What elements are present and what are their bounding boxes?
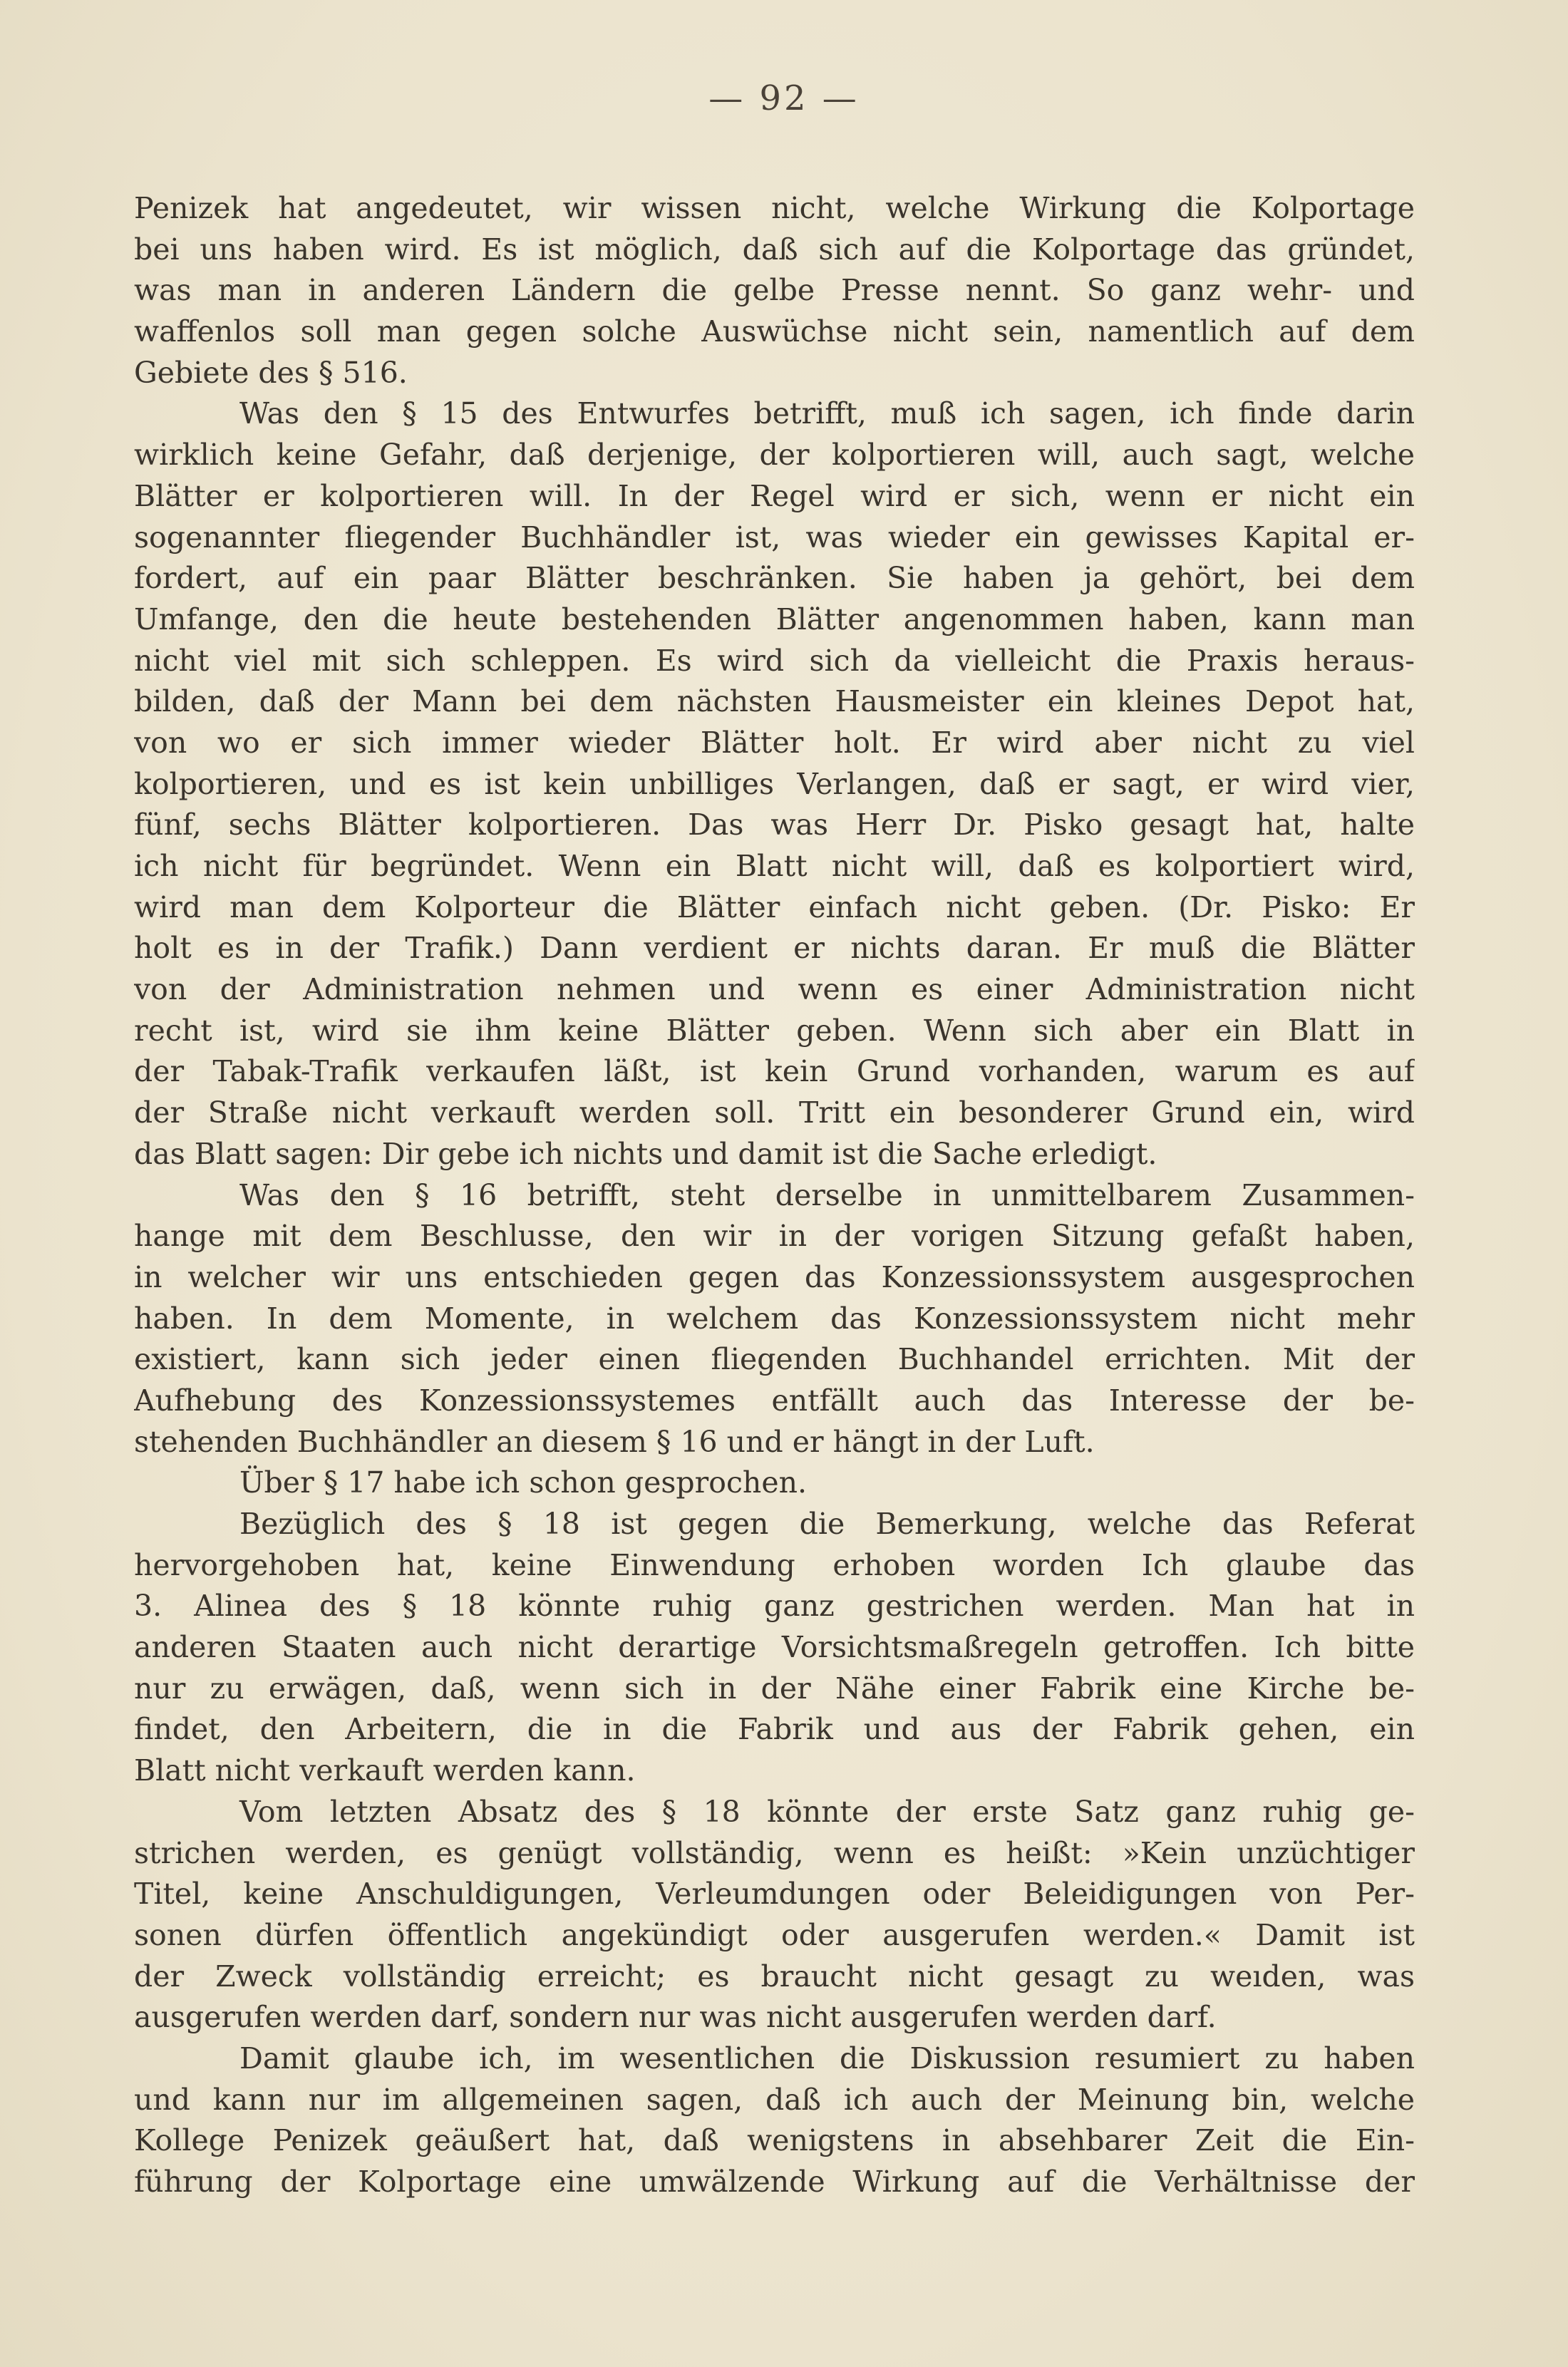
text-line: Penizek hat angedeutet, wir wissen nicht, welche Wirkung die Kolportage — [134, 191, 1415, 225]
text-line: ich nicht für begründet. Wenn ein Blatt nicht will, daß es kolportiert wird, — [134, 849, 1415, 883]
text-line: haben. In dem Momente, in welchem das Konzessionssystem nicht mehr — [134, 1301, 1415, 1336]
text-line: hervorgehoben hat, keine Einwendung erhoben worden Ich glaube das — [134, 1547, 1415, 1582]
text-line: Kollege Penizek geäußert hat, daß wenigstens in absehbarer Zeit die Ein- — [134, 2123, 1415, 2158]
text-line: ausgerufen werden darf, sondern nur was nicht ausgerufen werden darf. — [134, 2000, 1217, 2035]
text-line: strichen werden, es genügt vollständig, wenn es heißt: »Kein unzüchtiger — [134, 1835, 1415, 1870]
text-line: wird man dem Kolporteur die Blätter einfach nicht geben. (Dr. Pisko: Er — [134, 889, 1415, 924]
text-line: fünf, sechs Blätter kolportieren. Das was Herr Dr. Pisko gesagt hat, halte — [134, 808, 1415, 842]
text-line: wirklich keine Gefahr, daß derjenige, der kolportieren will, auch sagt, welche — [134, 438, 1415, 473]
text-line: 3. Alinea des § 18 könnte ruhig ganz gestrichen werden. Man hat in — [134, 1589, 1415, 1624]
text-line: findet, den Arbeitern, die in die Fabrik und aus der Fabrik gehen, ein — [134, 1712, 1415, 1747]
text-line: kolportieren, und es ist kein unbilliges Verlangen, daß er sagt, er wird vier, — [134, 766, 1415, 801]
text-line: Damit glaube ich, im wesentlichen die Diskussion resumiert zu haben — [239, 2041, 1415, 2075]
body-text — [134, 188, 1415, 2203]
text-line: Blätter er kolportieren will. In der Regel wird er sich, wenn er nicht ein — [134, 478, 1415, 513]
text-line: nicht viel mit sich schleppen. Es wird sich da vielleicht die Praxis heraus- — [134, 643, 1415, 678]
text-line: existiert, kann sich jeder einen fliegenden Buchhandel errichten. Mit der — [134, 1342, 1415, 1377]
page-number: — 92 — — [708, 78, 860, 118]
text-line: Über § 17 habe ich schon gesprochen. — [239, 1465, 808, 1500]
text-line: der Zweck vollständig erreicht; es braucht nicht gesagt zu weıden, was — [134, 1959, 1415, 1994]
text-line: anderen Staaten auch nicht derartige Vorsichtsmaßregeln getroffen. Ich bitte — [134, 1630, 1415, 1665]
text-line: führung der Kolportage eine umwälzende Wirkung auf die Verhältnisse der — [134, 2165, 1415, 2199]
text-line: in welcher wir uns entschieden gegen das Konzessionssystem ausgesprochen — [134, 1259, 1415, 1294]
text-line: Vom letzten Absatz des § 18 könnte der erste Satz ganz ruhig ge- — [239, 1794, 1415, 1829]
text-line: bilden, daß der Mann bei dem nächsten Hausmeister ein kleines Depot hat, — [134, 684, 1415, 719]
text-line: von der Administration nehmen und wenn es einer Administration nicht — [134, 972, 1415, 1007]
text-line: Was den § 16 betrifft, steht derselbe in unmittelbarem Zusammen- — [239, 1177, 1415, 1212]
text-line: hange mit dem Beschlusse, den wir in der vorigen Sitzung gefaßt haben, — [134, 1219, 1415, 1254]
text-line: Was den § 15 des Entwurfes betrifft, muß ich sagen, ich finde darin — [239, 396, 1415, 431]
text-line: nur zu erwägen, daß, wenn sich in der Nähe einer Fabrik eine Kirche be- — [134, 1671, 1415, 1706]
text-line: der Tabak-Trafik verkaufen läßt, ist kein Grund vorhanden, warum es auf — [134, 1054, 1415, 1089]
text-line: holt es in der Trafik.) Dann verdient er nichts daran. Er muß die Blätter — [134, 931, 1415, 966]
text-line: Titel, keine Anschuldigungen, Verleumdungen oder Beleidigungen von Per- — [134, 1877, 1415, 1912]
text-line: Gebiete des § 516. — [134, 355, 408, 390]
text-line: von wo er sich immer wieder Blätter holt. Er wird aber nicht zu viel — [134, 725, 1415, 760]
text-line: das Blatt sagen: Dir gebe ich nichts und damit ist die Sache erledigt. — [134, 1136, 1157, 1171]
text-line: sogenannter fliegender Buchhändler ist, was wieder ein gewisses Kapital er- — [134, 520, 1415, 555]
text-line: Aufhebung des Konzessionssystemes entfällt auch das Interesse der be- — [134, 1383, 1415, 1418]
text-line: recht ist, wird sie ihm keine Blätter geben. Wenn sich aber ein Blatt in — [134, 1013, 1415, 1048]
text-line: Blatt nicht verkauft werden kann. — [134, 1753, 636, 1788]
text-line: sonen dürfen öffentlich angekündigt oder ausgerufen werden.« Damit ist — [134, 1917, 1415, 1952]
text-line: und kann nur im allgemeinen sagen, daß ich auch der Meinung bin, welche — [134, 2082, 1415, 2117]
text-line: bei uns haben wird. Es ist möglich, daß sich auf die Kolportage das gründet, — [134, 232, 1415, 267]
text-line: Bezüglich des § 18 ist gegen die Bemerkung, welche das Referat — [239, 1507, 1415, 1541]
text-line: der Straße nicht verkauft werden soll. Tritt ein besonderer Grund ein, wird — [134, 1095, 1415, 1130]
text-line: stehenden Buchhändler an diesem § 16 und er hängt in der Luft. — [134, 1424, 1095, 1459]
text-line: was man in anderen Ländern die gelbe Presse nennt. So ganz wehr- und — [134, 273, 1415, 308]
text-line: Umfange, den die heute bestehenden Blätter angenommen haben, kann man — [134, 602, 1415, 636]
text-line: fordert, auf ein paar Blätter beschränken. Sie haben ja gehört, bei dem — [134, 561, 1415, 596]
text-line: waffenlos soll man gegen solche Auswüchse nicht sein, namentlich auf dem — [134, 314, 1415, 349]
